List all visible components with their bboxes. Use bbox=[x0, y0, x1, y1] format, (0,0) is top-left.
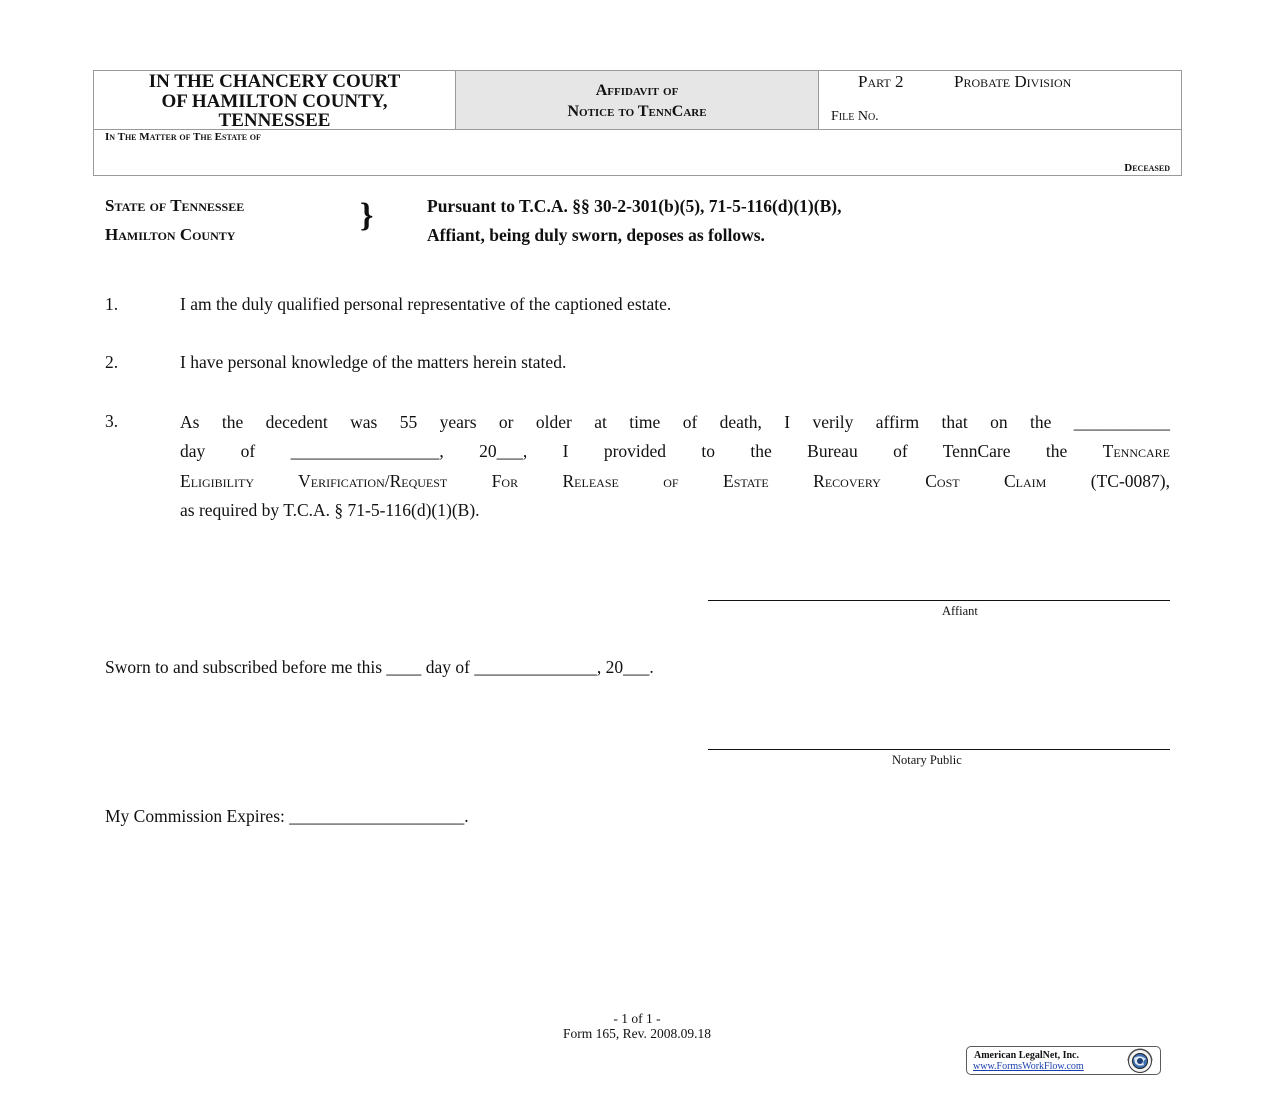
file-number-label: File No. bbox=[831, 109, 879, 124]
pursuant-statute: Pursuant to T.C.A. §§ 30-2-301(b)(5), 71-5-116(d)(1)(B), bbox=[427, 196, 842, 216]
page-number: - 1 of 1 - bbox=[613, 1011, 661, 1026]
paragraph-2-number: 2. bbox=[105, 352, 119, 372]
sworn-subscribed-text: Sworn to and subscribed before me this ____ day of ______________, 20___. bbox=[105, 657, 654, 677]
court-line-3: TENNESSEE bbox=[218, 110, 331, 131]
paragraph-3-line-2 bbox=[180, 437, 1170, 466]
form-revision: Form 165, Rev. 2008.09.18 bbox=[563, 1026, 711, 1041]
document-title bbox=[456, 71, 819, 130]
paragraph-2-text: I have personal knowledge of the matters herein stated. bbox=[180, 352, 567, 372]
estate-matter-label: In The Matter of The Estate of bbox=[105, 131, 261, 143]
venue-state: State of Tennessee bbox=[105, 196, 245, 215]
affiant-sworn-statement: Affiant, being duly sworn, deposes as follows. bbox=[427, 225, 765, 245]
paragraph-3-line-4: as required by T.C.A. § 71-5-116(d)(1)(B). bbox=[180, 499, 480, 520]
notary-public-label: Notary Public bbox=[892, 753, 962, 767]
paragraph-3-line-3 bbox=[180, 467, 1170, 496]
division-label: Probate Division bbox=[954, 72, 1072, 91]
part-label: Part 2 bbox=[858, 72, 904, 91]
affiant-signature-line[interactable] bbox=[708, 600, 1170, 601]
title-line-2: Notice to TennCare bbox=[567, 103, 707, 120]
paragraph-1-number: 1. bbox=[105, 294, 119, 314]
court-line-2: OF HAMILTON COUNTY, bbox=[161, 90, 388, 112]
venue-county: Hamilton County bbox=[105, 225, 236, 244]
part-division-cell bbox=[819, 71, 1181, 130]
court-name bbox=[94, 71, 456, 130]
american-legalnet-logo[interactable] bbox=[966, 1046, 1161, 1075]
caption-table bbox=[93, 70, 1182, 176]
logo-url-link[interactable]: www.FormsWorkFlow.com bbox=[973, 1061, 1084, 1072]
paragraph-3-number: 3. bbox=[105, 411, 119, 431]
form-number: (TC-0087), bbox=[1090, 470, 1170, 491]
tenncare-term: Tenncare bbox=[1102, 441, 1170, 462]
paragraph-3-line-1: As the decedent was 55 years or older at time of death, I verily affirm that on the ___________ bbox=[180, 412, 1170, 432]
court-line-1: IN THE CHANCERY COURT bbox=[148, 71, 401, 92]
logo-company-name: American LegalNet, Inc. bbox=[974, 1050, 1079, 1061]
affiant-label: Affiant bbox=[942, 604, 978, 618]
title-line-1: Affidavit of bbox=[595, 82, 679, 99]
venue-brace: } bbox=[360, 197, 374, 234]
deceased-label: Deceased bbox=[1124, 162, 1170, 174]
globe-icon bbox=[1122, 1048, 1158, 1074]
paragraph-3-text bbox=[180, 408, 1170, 525]
notary-signature-line[interactable] bbox=[708, 749, 1170, 750]
paragraph-1-text: I am the duly qualified personal representative of the captioned estate. bbox=[180, 294, 672, 314]
form-title-term: Eligibility Verification/Request For Release of Estate Recovery Cost Claim bbox=[180, 470, 1047, 491]
paragraph-3-line-2-text: day of _________________, 20___, I provided to the Bureau of TennCare the bbox=[180, 441, 1068, 462]
commission-expires-text: My Commission Expires: ____________________. bbox=[105, 806, 469, 826]
